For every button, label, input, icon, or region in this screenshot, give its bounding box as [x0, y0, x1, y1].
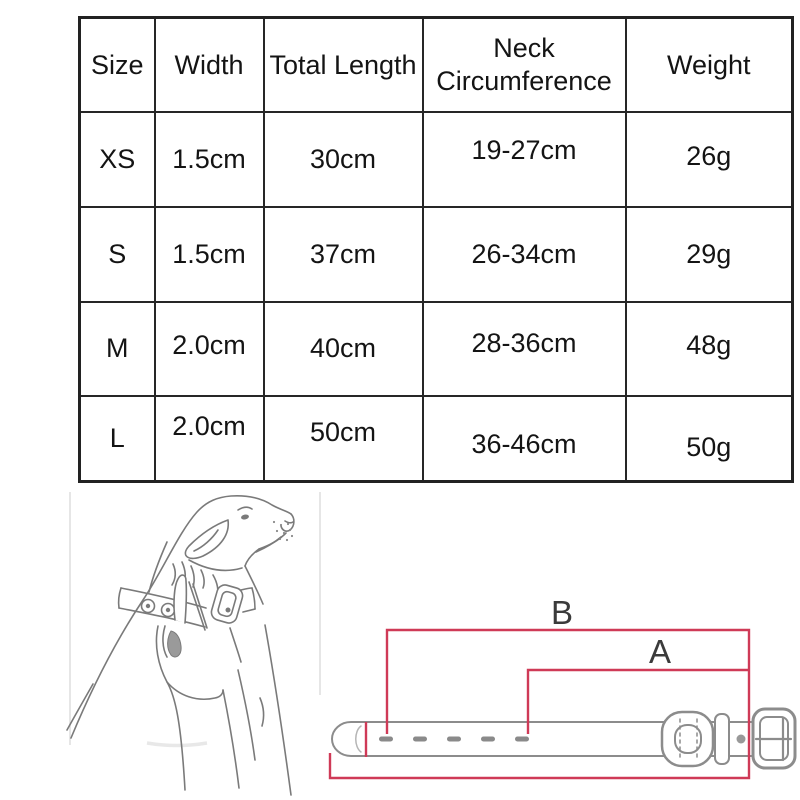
table-cell: 50cm — [264, 396, 423, 482]
eye — [241, 514, 250, 520]
table-cell: 28-36cm — [423, 302, 626, 396]
table-cell: 1.5cm — [155, 112, 264, 207]
header-row — [80, 18, 793, 112]
table-cell: 2.0cm — [155, 302, 264, 396]
table-cell: 30cm — [264, 112, 423, 207]
table-cell: 2.0cm — [155, 396, 264, 482]
table-row-xs — [80, 112, 793, 207]
keeper-loop — [715, 714, 729, 764]
eye-brow — [238, 507, 252, 510]
table-cell: 19-27cm — [423, 112, 626, 207]
column-header-size: Size — [80, 18, 155, 112]
column-header-total-length: Total Length — [264, 18, 423, 112]
table-cell: 26-34cm — [423, 207, 626, 302]
table-cell: L — [80, 396, 155, 482]
ear — [185, 520, 228, 558]
table-row-s — [80, 207, 793, 302]
table-row-m — [80, 302, 793, 396]
scan-smudge — [147, 743, 207, 746]
column-header-width: Width — [155, 18, 264, 112]
d-ring — [662, 712, 713, 766]
finger-under-collar — [174, 575, 186, 623]
measure-label-b: B — [550, 594, 574, 631]
table-cell: 37cm — [264, 207, 423, 302]
measure-label-a: A — [648, 633, 672, 670]
thumb-nail — [168, 631, 181, 657]
table-row-l — [80, 396, 793, 482]
table-cell: S — [80, 207, 155, 302]
table-cell: M — [80, 302, 155, 396]
table-cell: 40cm — [264, 302, 423, 396]
table-cell: XS — [80, 112, 155, 207]
table-cell: 26g — [626, 112, 793, 207]
collar-measurement-diagram — [325, 585, 800, 800]
sketch-buckle — [210, 583, 245, 625]
table-cell: 29g — [626, 207, 793, 302]
table-cell: 36-46cm — [423, 396, 626, 482]
whisker-dots — [273, 521, 293, 541]
dog-wearing-collar-sketch — [55, 480, 345, 800]
collar-line-art — [332, 709, 795, 768]
table-cell: 48g — [626, 302, 793, 396]
dog-line-art — [67, 496, 294, 795]
column-header-weight: Weight — [626, 18, 793, 112]
size-table — [78, 16, 794, 483]
table-cell: 1.5cm — [155, 207, 264, 302]
table-cell: 50g — [626, 396, 793, 482]
buckle — [753, 709, 795, 768]
column-header-neck-circumference: Neck Circumference — [423, 18, 626, 112]
